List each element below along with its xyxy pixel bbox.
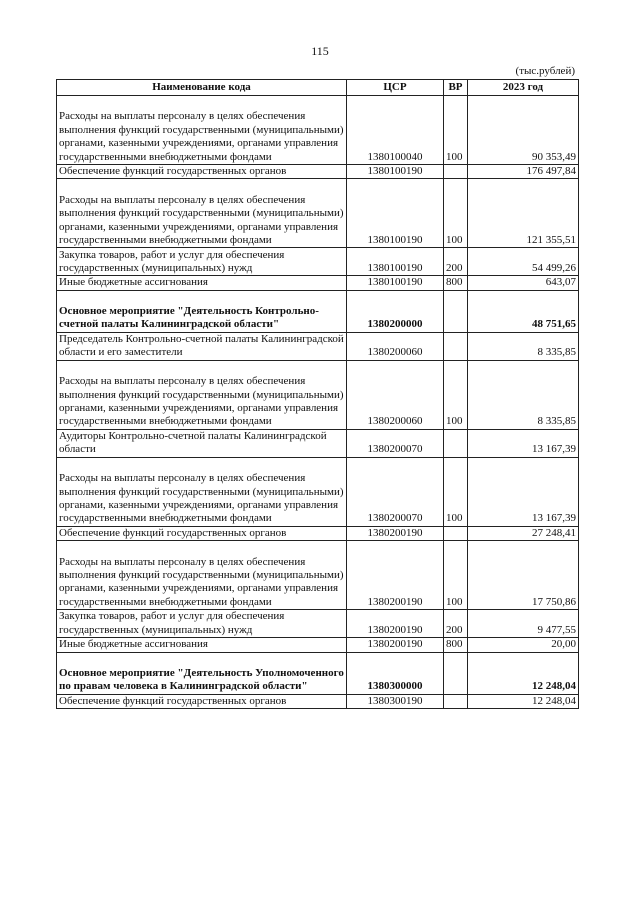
row-csr: 1380100190 (347, 248, 444, 276)
row-name: Обеспечение функций государственных органов (57, 694, 347, 708)
row-vr: 100 (444, 457, 468, 526)
row-name: Обеспечение функций государственных органов (57, 165, 347, 179)
row-csr: 1380200190 (347, 526, 444, 540)
budget-table (56, 79, 579, 709)
table-row (57, 457, 579, 526)
row-vr: 200 (444, 610, 468, 638)
row-vr: 800 (444, 638, 468, 652)
row-amount: 27 248,41 (468, 526, 579, 540)
row-vr: 200 (444, 248, 468, 276)
row-vr: 800 (444, 276, 468, 290)
row-name: Аудиторы Контрольно-счетной палаты Калининградской области (57, 429, 347, 457)
header-year: 2023 год (468, 80, 579, 96)
row-csr: 1380300000 (347, 652, 444, 694)
row-name: Расходы на выплаты персоналу в целях обеспечения выполнения функций государственными (муниципальными) органами, казенными учреждениями, органами управления государственными внебюджетными фондами (57, 96, 347, 165)
table-row-section (57, 652, 579, 694)
row-vr: 100 (444, 179, 468, 248)
row-amount: 48 751,65 (468, 290, 579, 332)
section-name: Основное мероприятие "Деятельность Контрольно-счетной палаты Калининградской области" (57, 290, 347, 332)
row-name: Расходы на выплаты персоналу в целях обеспечения выполнения функций государственными (муниципальными) органами, казенными учреждениями, органами управления государственными внебюджетными фондами (57, 360, 347, 429)
row-amount: 12 248,04 (468, 694, 579, 708)
row-vr (444, 526, 468, 540)
table-row (57, 332, 579, 360)
row-csr: 1380200190 (347, 638, 444, 652)
row-csr: 1380100190 (347, 276, 444, 290)
table-row (57, 610, 579, 638)
row-csr: 1380200190 (347, 610, 444, 638)
row-amount: 12 248,04 (468, 652, 579, 694)
row-amount: 9 477,55 (468, 610, 579, 638)
table-row (57, 360, 579, 429)
row-name: Расходы на выплаты персоналу в целях обеспечения выполнения функций государственными (муниципальными) органами, казенными учреждениями, органами управления государственными внебюджетными фондами (57, 179, 347, 248)
row-csr: 1380300190 (347, 694, 444, 708)
row-csr: 1380200060 (347, 360, 444, 429)
table-row (57, 248, 579, 276)
row-name: Расходы на выплаты персоналу в целях обеспечения выполнения функций государственными (муниципальными) органами, казенными учреждениями, органами управления государственными внебюджетными фондами (57, 541, 347, 610)
row-amount: 17 750,86 (468, 541, 579, 610)
table-row (57, 638, 579, 652)
table-row (57, 96, 579, 165)
row-csr: 1380200060 (347, 332, 444, 360)
page-number: 115 (311, 44, 329, 58)
row-amount: 8 335,85 (468, 332, 579, 360)
row-csr: 1380200190 (347, 541, 444, 610)
row-amount: 121 355,51 (468, 179, 579, 248)
row-vr: 100 (444, 541, 468, 610)
row-csr: 1380200070 (347, 457, 444, 526)
row-amount: 54 499,26 (468, 248, 579, 276)
section-name: Основное мероприятие "Деятельность Уполномоченного по правам человека в Калининградской области" (57, 652, 347, 694)
row-csr: 1380200070 (347, 429, 444, 457)
header-csr: ЦСР (347, 80, 444, 96)
row-name: Расходы на выплаты персоналу в целях обеспечения выполнения функций государственными (муниципальными) органами, казенными учреждениями, органами управления государственными внебюджетными фондами (57, 457, 347, 526)
table-row (57, 541, 579, 610)
row-csr: 1380200000 (347, 290, 444, 332)
row-vr (444, 332, 468, 360)
table-header-row (57, 80, 579, 96)
row-amount: 8 335,85 (468, 360, 579, 429)
table-row-section (57, 290, 579, 332)
header-vr: ВР (444, 80, 468, 96)
row-vr (444, 429, 468, 457)
table-row (57, 276, 579, 290)
row-amount: 13 167,39 (468, 429, 579, 457)
header-name: Наименование кода (57, 80, 347, 96)
row-vr (444, 290, 468, 332)
row-name: Закупка товаров, работ и услуг для обеспечения государственных (муниципальных) нужд (57, 610, 347, 638)
row-csr: 1380100190 (347, 179, 444, 248)
row-vr (444, 694, 468, 708)
row-vr (444, 165, 468, 179)
row-vr: 100 (444, 360, 468, 429)
row-amount: 90 353,49 (468, 96, 579, 165)
units-label: (тыс.рублей) (515, 65, 575, 77)
table-row (57, 179, 579, 248)
row-amount: 176 497,84 (468, 165, 579, 179)
row-amount: 643,07 (468, 276, 579, 290)
table-row (57, 694, 579, 708)
row-name: Закупка товаров, работ и услуг для обеспечения государственных (муниципальных) нужд (57, 248, 347, 276)
row-name: Обеспечение функций государственных органов (57, 526, 347, 540)
row-csr: 1380100190 (347, 165, 444, 179)
row-amount: 20,00 (468, 638, 579, 652)
row-name: Председатель Контрольно-счетной палаты Калининградской области и его заместители (57, 332, 347, 360)
row-csr: 1380100040 (347, 96, 444, 165)
table-row (57, 526, 579, 540)
row-vr (444, 652, 468, 694)
row-vr: 100 (444, 96, 468, 165)
row-name: Иные бюджетные ассигнования (57, 638, 347, 652)
table-row (57, 429, 579, 457)
row-amount: 13 167,39 (468, 457, 579, 526)
table-row (57, 165, 579, 179)
row-name: Иные бюджетные ассигнования (57, 276, 347, 290)
